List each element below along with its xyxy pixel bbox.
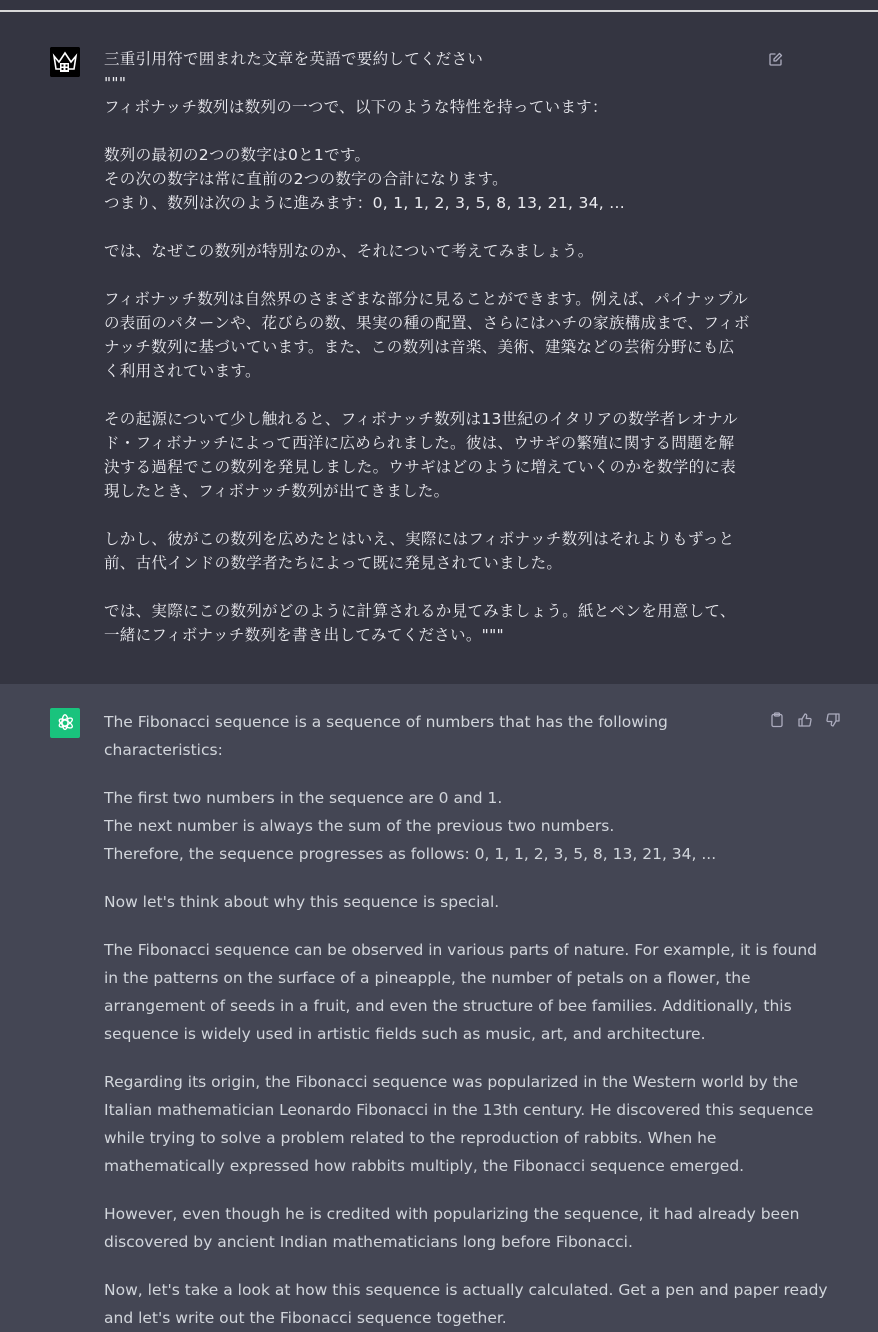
assistant-text-line: while trying to solve a problem related to the reproduction of rabbits. When he (104, 1129, 717, 1147)
user-text-line: 決する過程でこの数列を発見しました。ウサギはどのように増えていくのかを数学的に表 (104, 458, 737, 476)
user-text-line: その次の数字は常に直前の2つの数字の合計になります。 (104, 170, 508, 188)
assistant-text-line: Regarding its origin, the Fibonacci sequence was popularized in the Western world by the (104, 1073, 799, 1091)
paragraph-gap (104, 215, 764, 239)
assistant-text-line: Now let's think about why this sequence is special. (104, 893, 500, 911)
paragraph-gap (104, 503, 764, 527)
assistant-text-line: The Fibonacci sequence can be observed in various parts of nature. For example, it is found (104, 941, 818, 959)
edit-button[interactable] (767, 50, 785, 68)
assistant-text-line: The first two numbers in the sequence are 0 and 1. (104, 789, 503, 807)
paragraph-gap (104, 383, 764, 407)
assistant-text-line: The next number is always the sum of the previous two numbers. (104, 817, 615, 835)
user-text-line: その起源について少し触れると、フィボナッチ数列は13世紀のイタリアの数学者レオナル (104, 410, 738, 428)
assistant-message (0, 684, 878, 1327)
user-avatar (50, 47, 80, 77)
clipboard-icon (770, 712, 784, 728)
assistant-paragraph (104, 936, 818, 1048)
assistant-paragraph (104, 1276, 828, 1332)
user-message (0, 22, 878, 685)
assistant-avatar (50, 708, 80, 738)
assistant-paragraph (104, 888, 754, 916)
thumbs-down-button[interactable] (824, 711, 842, 729)
assistant-text-line: Italian mathematician Leonardo Fibonacci in the 13th century. He discovered this sequence (104, 1101, 814, 1119)
assistant-paragraph (104, 1068, 814, 1180)
assistant-text-line: arrangement of seeds in a fruit, and even the structure of bee families. Additionally, this (104, 997, 792, 1015)
assistant-text-line: Now, let's take a look at how this sequence is actually calculated. Get a pen and paper ready (104, 1281, 828, 1299)
paragraph-gap (104, 575, 764, 599)
paragraph-gap (104, 1256, 754, 1276)
user-text-line: では、実際にこの数列がどのように計算されるか見てみましょう。紙とペンを用意して、 (104, 602, 736, 620)
assistant-text-line: discovered by ancient Indian mathematicians long before Fibonacci. (104, 1233, 633, 1251)
crown-avatar-icon (50, 47, 80, 77)
assistant-text-line: mathematically expressed how rabbits multiply, the Fibonacci sequence emerged. (104, 1157, 745, 1175)
paragraph-gap (104, 916, 754, 936)
user-text-line: しかし、彼がこの数列を広めたとはいえ、実際にはフィボナッチ数列はそれよりもずっと (104, 530, 735, 548)
assistant-text-line: in the patterns on the surface of a pineapple, the number of petals on a flower, the (104, 969, 751, 987)
paragraph-gap (104, 119, 764, 143)
thumbs-down-icon (825, 712, 841, 728)
user-text-line: フィボナッチ数列は数列の一つで、以下のような特性を持っています： (104, 98, 608, 116)
user-text-line: ナッチ数列に基づいています。また、この数列は音楽、美術、建築などの芸術分野にも広 (104, 338, 735, 356)
user-text-line: """ (104, 74, 127, 92)
paragraph-gap (104, 1048, 754, 1068)
assistant-message-text (104, 708, 828, 1332)
copy-button[interactable] (768, 711, 786, 729)
user-text-line: 前、古代インドの数学者たちによって既に発見されていました。 (104, 554, 563, 572)
openai-logo-icon (54, 712, 76, 734)
user-text-line: 現したとき、フィボナッチ数列が出てきました。 (104, 482, 450, 500)
top-bar (0, 0, 878, 22)
user-text-line: 三重引用符で囲まれた文章を英語で要約してください (104, 50, 484, 68)
user-text-line: 一緒にフィボナッチ数列を書き出してみてください。""" (104, 626, 504, 644)
user-text-line: では、なぜこの数列が特別なのか、それについて考えてみましょう。 (104, 242, 594, 260)
assistant-paragraph (104, 1200, 800, 1256)
assistant-paragraph (104, 784, 754, 868)
user-text-line: の表面のパターンや、花びらの数、果実の種の配置、さらにはハチの家族構成まで、フィボ (104, 314, 750, 332)
assistant-text-line: Therefore, the sequence progresses as follows: 0, 1, 1, 2, 3, 5, 8, 13, 21, 34, ... (104, 845, 717, 863)
thumbs-up-button[interactable] (796, 711, 814, 729)
assistant-text-line: sequence is widely used in artistic fields such as music, art, and architecture. (104, 1025, 706, 1043)
user-text-line: 数列の最初の2つの数字は0と1です。 (104, 146, 371, 164)
assistant-intro: The Fibonacci sequence is a sequence of numbers that has the following characteristics: (104, 713, 668, 759)
paragraph-gap (104, 263, 764, 287)
edit-icon (768, 51, 784, 67)
assistant-text-line: However, even though he is credited with popularizing the sequence, it had already been (104, 1205, 800, 1223)
user-text-line: く利用されています。 (104, 362, 261, 380)
thumbs-up-icon (797, 712, 813, 728)
paragraph-gap (104, 1180, 754, 1200)
user-message-text (104, 47, 764, 647)
user-text-line: ド・フィボナッチによって西洋に広められました。彼は、ウサギの繁殖に関する問題を解 (104, 434, 735, 452)
paragraph-gap (104, 868, 754, 888)
assistant-text-line: and let's write out the Fibonacci sequence together. (104, 1309, 507, 1327)
top-divider (0, 10, 878, 12)
user-text-line: フィボナッチ数列は自然界のさまざまな部分に見ることができます。例えば、パイナップル (104, 290, 749, 308)
user-text-line: つまり、数列は次のように進みます：0, 1, 1, 2, 3, 5, 8, 13, 21, 34, ... (104, 194, 625, 212)
